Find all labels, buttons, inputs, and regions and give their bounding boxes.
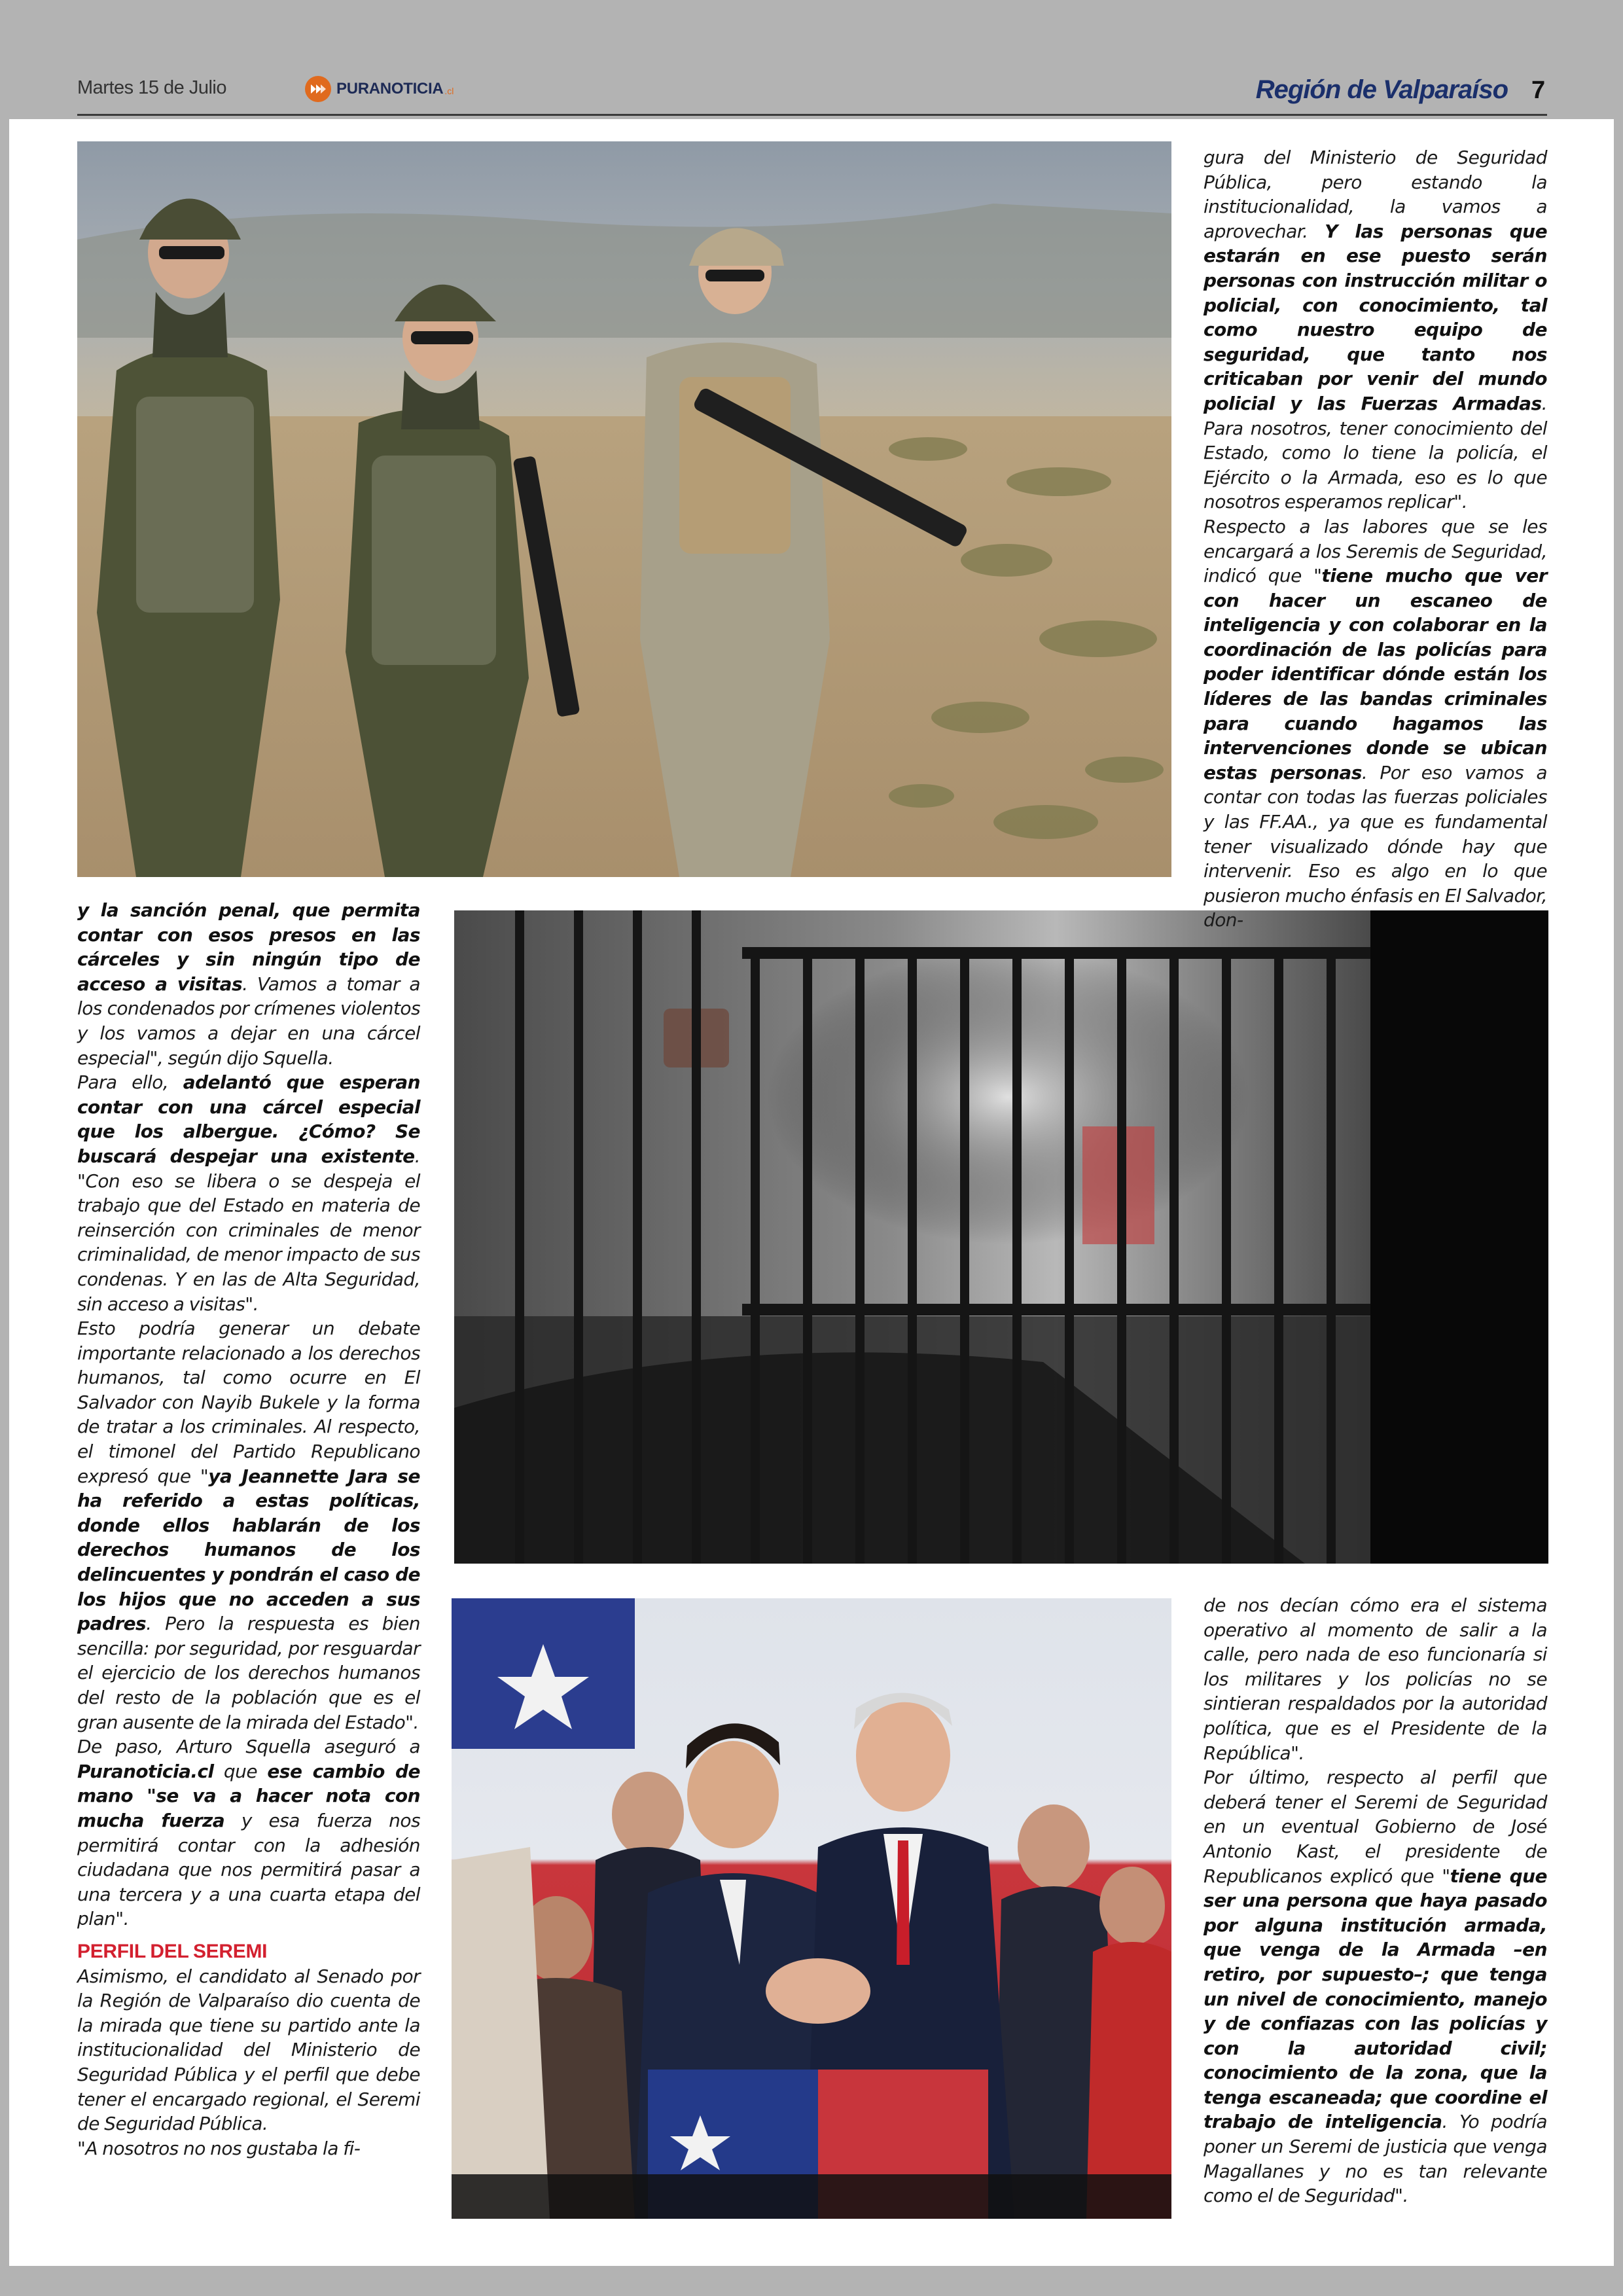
paragraph: Para ello, adelantó que esperan contar con una cárcel especial que los albergue. ¿Cómo? Se buscará despejar una existente. "Con eso se libera o se despeja el trabajo que del Estado en materia de reinserción con criminales de menor criminalidad, de menor impacto de sus condenas. Y en las de Alta Seguridad, sin acceso a visitas".	[77, 1071, 421, 1315]
header-rule	[77, 114, 1547, 116]
article-column-left	[77, 898, 420, 2161]
paragraph: y la sanción penal, que permita contar con esos presos en las cárceles y sin ningún tipo de acceso a visitas. Vamos a tomar a los condenados por crímenes violentos y los vamos a dejar en una cárcel especial", según dijo Squella.	[77, 899, 420, 1069]
play-arrows-icon	[305, 76, 331, 102]
page-number: 7	[1531, 77, 1546, 104]
article-column-top-right	[1204, 145, 1547, 933]
logo-suffix: .cl	[444, 86, 454, 96]
soldiers-photo	[77, 141, 1171, 877]
paragraph: Por último, respecto al perfil que deberá tener el Seremi de Seguridad en un eventual Gobierno de José Antonio Kast, el presidente de Republicanos explicó que "tiene que ser una persona que haya pasado por alguna institución armada, que venga de la Armada –en retiro, por supuesto–; que tenga un nivel de conocimiento, manejo y de confiazas con las policías y con la autoridad civil; conocimiento de la zona, que la tenga escaneada; que coordine el trabajo de inteligencia. Yo podría poner un Seremi de justicia que venga Magallanes y no es tan relevante como el de Seguridad".	[1204, 1767, 1547, 2207]
logo-wordmark: PURANOTICIA	[336, 80, 444, 98]
paragraph: Esto podría generar un debate importante relacionado a los derechos humanos, tal como ocurre en El Salvador con Nayib Bukele y la forma de tratar a los criminales. Al respecto, el timonel del Partido Republicano expresó que "ya Jeannette Jara se ha referido a estas políticas, donde ellos hablarán de los derechos humanos de los delincuentes y pondrán el caso de los hijos que no acceden a sus padres. Pero la respuesta es bien sencilla: por seguridad, por resguardar el ejercicio de los derechos humanos del resto de la población que es el gran ausente de la mirada del Estado".	[77, 1318, 420, 1733]
paragraph: de nos decían cómo era el sistema operativo al momento de salir a la calle, pero nada de eso funcionaría si los militares y los policías no se sintieran respaldados por la autoridad política, que es el Presidente de la República".	[1204, 1594, 1547, 1764]
paragraph: "A nosotros no nos gustaba la fi-	[77, 2137, 361, 2159]
article-column-bottom-right	[1204, 1593, 1547, 2208]
prison-photo	[454, 910, 1548, 1564]
paragraph: De paso, Arturo Squella aseguró a Puranoticia.cl que ese cambio de mano "se va a hacer nota con mucha fuerza y esa fuerza nos permitirá contar con la adhesión ciudadana que nos permitirá pasar a una tercera y a una cuarta etapa del plan".	[77, 1736, 420, 1930]
subheading: PERFIL DEL SEREMI	[77, 1940, 268, 1962]
paragraph: Asimismo, el candidato al Senado por la Región de Valparaíso dio cuenta de la mirada que tiene su partido ante la institucionalidad del Ministerio de Seguridad Pública y el perfil que debe tener el encargado regional, el Seremi de Seguridad Pública.	[77, 1965, 420, 2135]
paragraph: gura del Ministerio de Seguridad Pública, pero estando la institucionalidad, la vamos a aprovechar. Y las personas que estarán en ese puesto serán personas con instrucción militar o policial, con conocimiento, tal como nuestro equipo de seguridad, que tanto nos criticaban por venir del mundo policial y las Fuerzas Armadas. Para nosotros, tener conocimiento del Estado, como lo tiene la policía, el Ejército o la Armada, eso es lo que nosotros esperamos replicar".	[1204, 147, 1548, 513]
section-title: Región de Valparaíso	[1255, 75, 1508, 104]
paragraph: Respecto a las labores que se les encargará a los Seremis de Seguridad, indicó que "tiene mucho que ver con hacer un escaneo de inteligencia y con colaborar en la coordinación de las policías para poder identificar dónde están los líderes de las bandas criminales para cuando hagamos las intervenciones donde se ubican estas personas. Por eso vamos a contar con todas las fuerzas policiales y las FF.AA., ya que es fundamental tener visualizado dónde hay que intervenir. Eso es algo en lo que pusieron mucho énfasis en El Salvador, don-	[1204, 515, 1547, 931]
publication-logo[interactable]	[305, 75, 454, 103]
politicians-photo	[452, 1598, 1171, 2219]
issue-date: Martes 15 de Julio	[77, 77, 226, 98]
